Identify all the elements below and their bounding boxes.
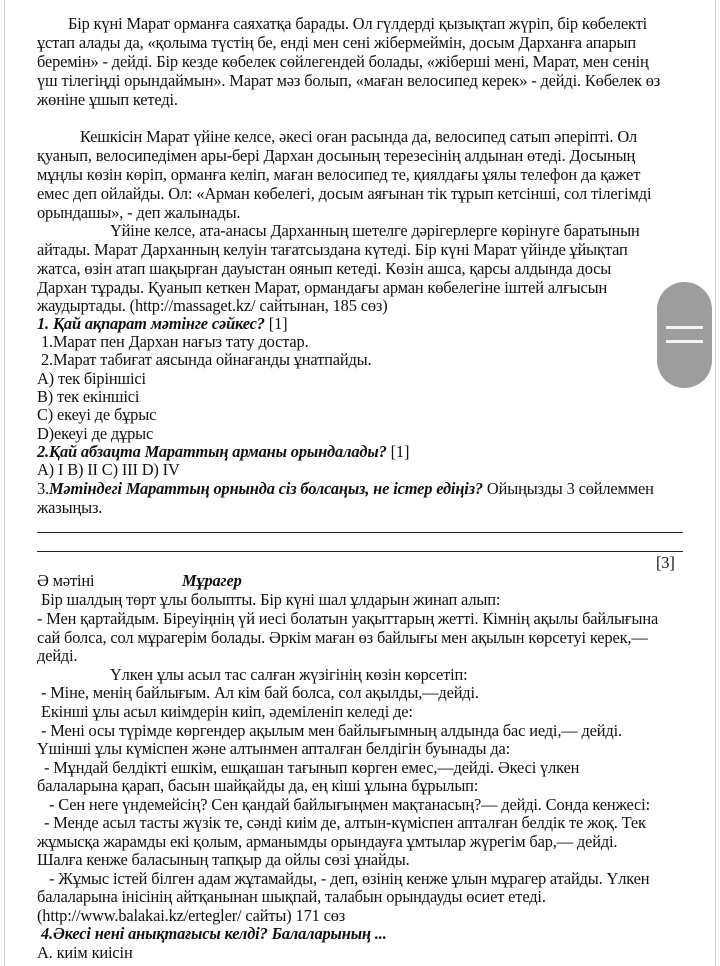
- text-segment: сай болса, сол мұрагерім болады. Әркім маған өз байлығы мен ақылын көрсетуі керек,—: [37, 628, 648, 647]
- question-line: [37, 442, 409, 461]
- text-line: [37, 906, 345, 925]
- text-line: [49, 869, 649, 888]
- text-line: [41, 350, 372, 369]
- text-segment: А. киім киісін: [37, 943, 133, 962]
- menu-lines-icon: [666, 326, 703, 329]
- text-segment: Бір күні Марат орманға саяхатқа барады. Ол гүлдерді қызықтап жүріп, бір көбелекті: [68, 14, 648, 33]
- text-line: [44, 758, 579, 777]
- text-line: [37, 387, 139, 406]
- text-line: [37, 887, 546, 906]
- question-line: [41, 924, 387, 943]
- text-segment: айтады. Марат Дарханның келуін тағатсыздана күтеді. Бір күні Марат үйінде ұйықтап: [37, 240, 628, 259]
- text-line: [41, 702, 413, 721]
- answer-line: [37, 532, 683, 533]
- text-segment: жаудыртады. (http://massaget.kz/ сайтынан, 185 сөз): [37, 296, 388, 315]
- text-segment: В) тек екіншісі: [37, 387, 140, 406]
- text-segment: жөніне ұшып кетеді.: [37, 90, 178, 109]
- text-segment: - Менде асыл тасты жүзік те, сәнді киім де, алтын-күміспен апталған белдік те жоқ. Тек: [44, 813, 646, 832]
- text-line: [49, 795, 650, 814]
- text-segment: - Мен қартайдым. Біреуіңнің үй иесі болатын уақыттарың жетті. Кімнің ақылы байлығына: [37, 609, 659, 628]
- text-line: [37, 165, 640, 184]
- text-line: [37, 776, 478, 795]
- text-segment: емес деп ойлайды. Ол: «Арман көбелегі, досым аяғынан тік тұрып кетсінші, сол тілегімді: [37, 184, 652, 203]
- scroll-handle[interactable]: [657, 282, 712, 388]
- text-line: [37, 278, 607, 297]
- text-line: [37, 609, 658, 628]
- question-line: [37, 314, 287, 333]
- text-line: [41, 590, 500, 609]
- text-segment: жазыңыз.: [37, 498, 103, 517]
- text-segment: 3.: [37, 479, 49, 498]
- text-segment: 1.Марат пен Дархан нағыз тату достар.: [41, 332, 309, 351]
- text-segment: - Мұндай белдікті ешкім, ешқашан тағынып көрген емес,—дейді. Әкесі үлкен: [44, 758, 580, 777]
- text-segment: Бір шалдың төрт ұлы болыпты. Бір күні шал ұлдарын жинап алып:: [41, 590, 501, 609]
- text-line: [37, 369, 146, 388]
- text-segment: А) I В) II С) III D) IV: [37, 460, 180, 479]
- text-segment: Үйіне келсе, ата-анасы Дарханның шетелге дәрігерлерге көрінуге баратынын: [110, 221, 640, 240]
- text-segment: - Сен неге үндемейсің? Сен қандай байлығыңмен мақтанасың?— дейді. Сонда кенжесі:: [49, 795, 650, 814]
- text-line: [37, 184, 651, 203]
- text-line: [37, 146, 635, 165]
- text-segment: балаларына қарап, басын шайқайды да, ең кіші ұлына бұрылып:: [37, 776, 479, 795]
- text-segment: жұмысқа жарамды екі қолым, арманымды орындауға ұмтылар жүрегім бар,— дейді.: [37, 832, 618, 851]
- text-segment: С) екеуі де бұрыс: [37, 405, 157, 424]
- text-line: [37, 739, 510, 758]
- menu-lines-icon: [666, 340, 703, 343]
- text-segment: - Міне, менің байлығым. Ал кім бай болса, сол ақылды,—дейді.: [41, 683, 479, 702]
- question-line: [37, 479, 654, 498]
- text-line: [80, 127, 637, 146]
- text-segment: беремін» - дейді. Бір кезде көбелек сөйлегендей болады, «жіберші мені, Марат, мен сенің: [37, 52, 649, 71]
- bold-italic-text: 1. Қай ақпарат мәтінге сәйкес?: [37, 314, 265, 333]
- text-segment: орындашы», - деп жалынады.: [37, 203, 241, 222]
- text-segment: А) тек біріншісі: [37, 369, 146, 388]
- text-line: [37, 71, 660, 90]
- text-segment: - Жұмыс істей білген адам жұтамайды, - деп, өзінің кенже ұлын мұрагер атайды. Үлкен: [49, 869, 650, 888]
- text-line: [41, 721, 622, 740]
- text-line: [37, 832, 617, 851]
- text-line: [37, 405, 156, 424]
- text-line: [41, 332, 309, 351]
- text-line: [68, 14, 647, 33]
- text-line: [37, 259, 611, 278]
- text-segment: қуанып, велосипедімен ары-бері Дархан досының терезесінің алдынан өтеді. Досының: [37, 146, 636, 165]
- text-line: [37, 571, 94, 590]
- text-segment: D)екеуі де дұрыс: [37, 424, 154, 443]
- text-segment: мұңлы көзін көріп, орманға келіп, маған велосипед те, қиялдағы ұялы телефон да қажет: [37, 165, 641, 184]
- text-segment: ұстап алады да, «қолыма түстің бе, енді мен сені жібермеймін, досым Дарханға апарып: [37, 33, 637, 52]
- answer-line: [37, 551, 683, 552]
- text-line: [37, 240, 628, 259]
- text-line: [37, 646, 77, 665]
- text-line: [37, 33, 636, 52]
- bold-italic-text: Мұрагер: [182, 571, 242, 590]
- text-line: [37, 203, 240, 222]
- text-segment: Үлкен ұлы асыл тас салған жүзігінің көзін көрсетіп:: [110, 665, 468, 684]
- text-segment: [3]: [656, 553, 675, 572]
- text-segment: балаларына інісінің айтқанынан шықпай, талабын орындауды өсиет етеді.: [37, 887, 546, 906]
- text-segment: (http://www.balakai.kz/ertegler/ сайты) 171 сөз: [37, 906, 346, 925]
- text-segment: 2.Марат табиғат аясында ойнағанды ұнатпайды.: [41, 350, 372, 369]
- text-segment: жатса, өзін атап шақырған дауыстан оянып кетеді. Көзін ашса, қарсы алдында досы: [37, 259, 612, 278]
- text-segment: Ойыңызды 3 сөйлеммен: [482, 479, 654, 498]
- text-line: [37, 52, 649, 71]
- text-segment: Екінші ұлы асыл киімдерін киіп, әдеміленіп келеді де:: [41, 702, 413, 721]
- text-segment: Кешкісін Марат үйіне келсе, әкесі оған расында да, велосипед сатып әперіпті. Ол: [80, 127, 638, 146]
- question-line: [182, 571, 242, 590]
- text-line: [37, 424, 153, 443]
- text-line: [37, 498, 102, 517]
- text-segment: - Мені осы түрімде көргендер ақылым мен байлығымның алдында бас иеді,— дейді.: [41, 721, 622, 740]
- text-line: [37, 460, 180, 479]
- bold-italic-text: 4.Әкесі нені анықтағысы келді? Балаларының ...: [41, 924, 387, 943]
- text-line: [37, 628, 648, 647]
- text-segment: дейді.: [37, 646, 78, 665]
- text-segment: Дархан тұрады. Қуанып кеткен Марат, ормандағы арман көбелегіне іштей алғысын: [37, 278, 608, 297]
- text-segment: Ә мәтіні: [37, 571, 95, 590]
- text-segment: [1]: [264, 314, 288, 333]
- text-segment: [1]: [386, 442, 410, 461]
- bold-italic-text: 2.Қай абзацта Мараттың арманы орындалады?: [37, 442, 387, 461]
- text-line: [37, 90, 178, 109]
- text-line: [37, 850, 410, 869]
- text-line: [110, 221, 640, 240]
- text-line: [44, 813, 646, 832]
- text-line: [41, 683, 479, 702]
- text-line: [37, 943, 133, 962]
- text-line: [37, 296, 388, 315]
- bold-italic-text: Мәтіндегі Мараттың орнында сіз болсаңыз, не істер едіңіз?: [49, 479, 483, 498]
- text-line: [656, 553, 675, 572]
- text-segment: Үшінші ұлы күміспен және алтынмен апталған белдігін буынады да:: [37, 739, 511, 758]
- text-line: [110, 665, 468, 684]
- text-segment: үш тілегіңді орындаймын». Марат мәз болып, «маған велосипед керек» - дейді. Көбелек өз: [37, 71, 661, 90]
- text-segment: Шалға кенже баласының тапқыр да ойлы сөзі ұнайды.: [37, 850, 410, 869]
